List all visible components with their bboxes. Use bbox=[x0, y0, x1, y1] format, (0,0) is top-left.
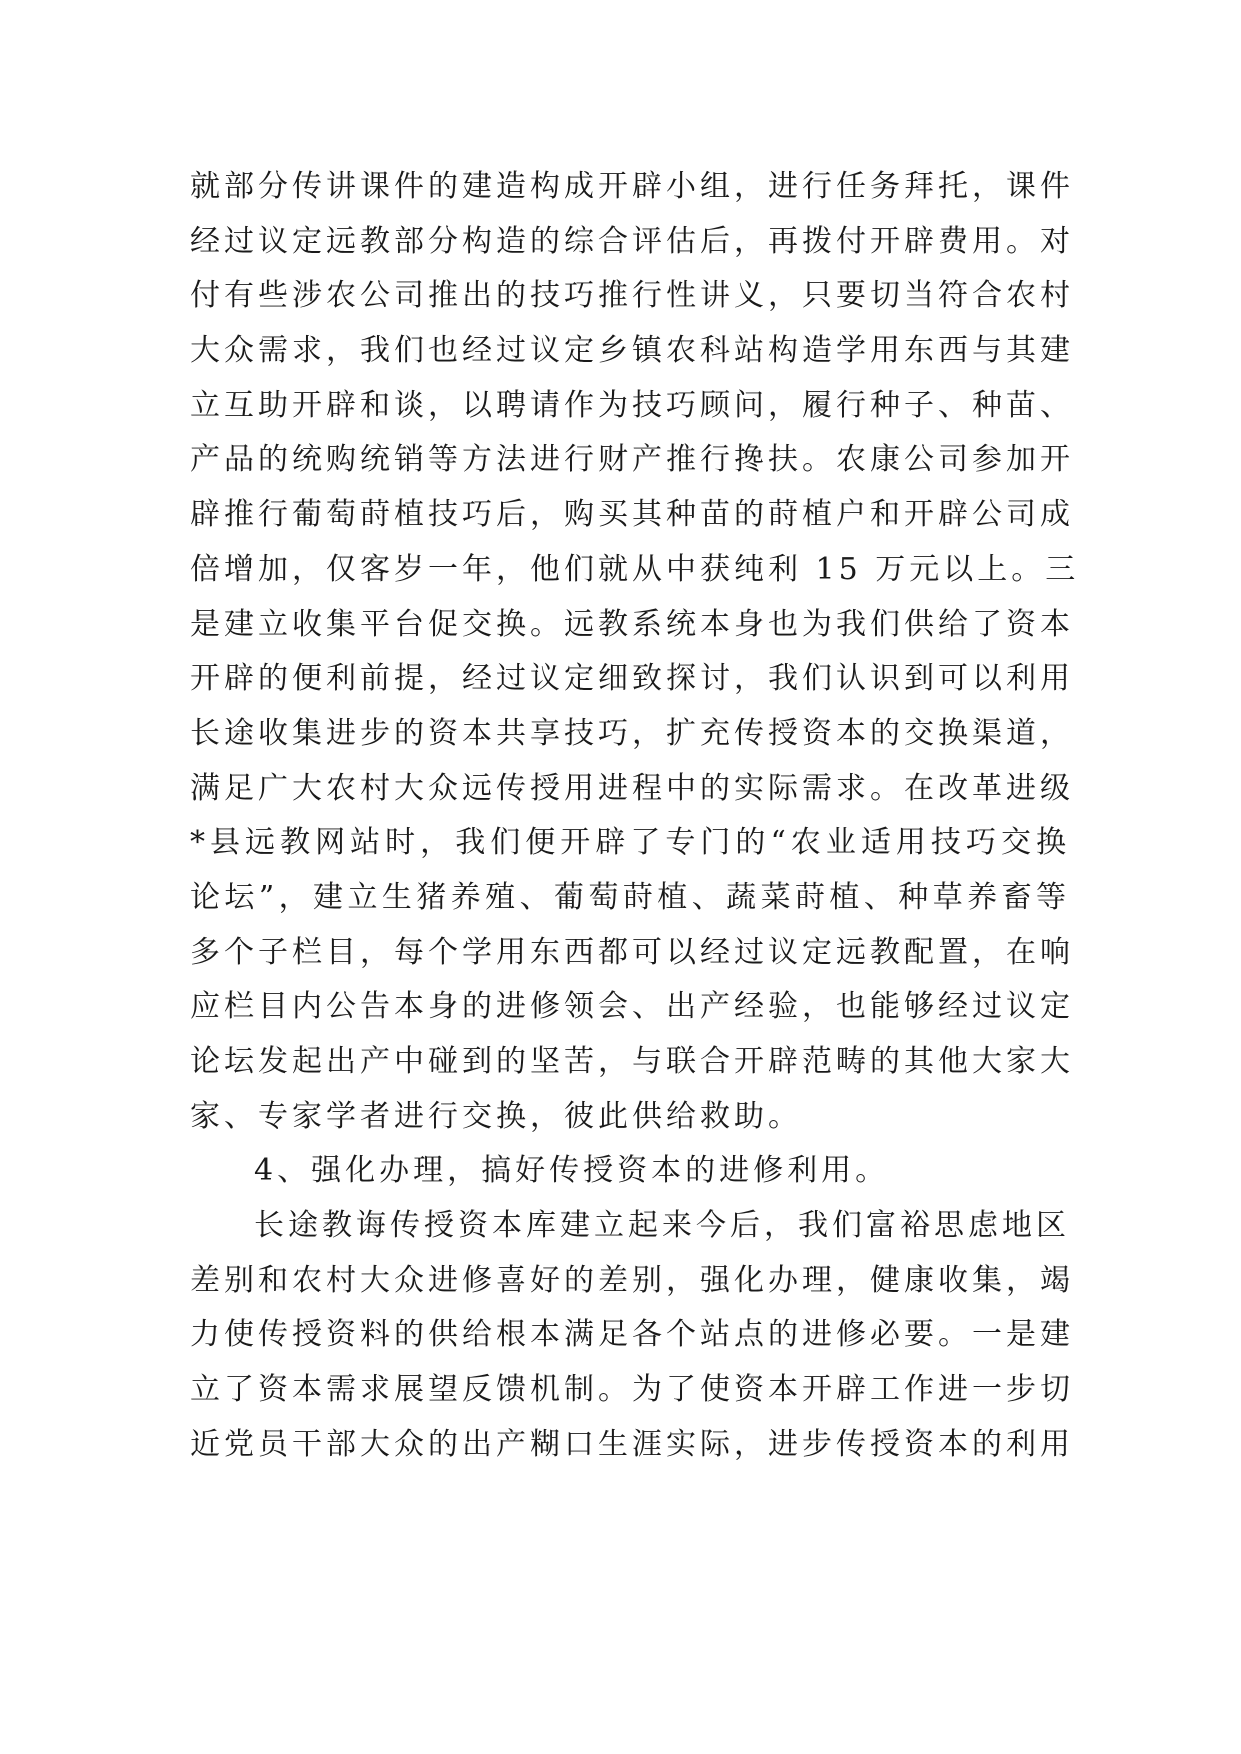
text-line: *县远教网站时，我们便开辟了专门的“农业适用技巧交换 bbox=[190, 825, 1070, 861]
text-line: 就部分传讲课件的建造构成开辟小组，进行任务拜托，课件 bbox=[190, 169, 1074, 204]
text-line: 辟推行葡萄莳植技巧后，购买其种苗的莳植户和开辟公司成 bbox=[190, 497, 1074, 533]
text-line: 倍增加，仅客岁一年，他们就从中获纯利 15 万元以上。三 bbox=[190, 551, 1080, 587]
text-line: 多个子栏目，每个学用东西都可以经过议定远教配置，在响 bbox=[190, 934, 1074, 970]
text-line: 近党员干部大众的出产糊口生涯实际，进步传授资本的利用 bbox=[190, 1426, 1074, 1462]
text-line: 立了资本需求展望反馈机制。为了使资本开辟工作进一步切 bbox=[190, 1372, 1074, 1408]
body-text bbox=[190, 160, 1080, 1473]
text-line: 立互助开辟和谈，以聘请作为技巧顾问，履行种子、种苗、 bbox=[190, 387, 1074, 423]
text-line: 家、专家学者进行交换，彼此供给救助。 bbox=[190, 1098, 802, 1134]
text-line: 经过议定远教部分构造的综合评估后，再拨付开辟费用。对 bbox=[190, 223, 1074, 259]
text-line: 应栏目内公告本身的进修领会、出产经验，也能够经过议定 bbox=[190, 989, 1074, 1025]
text-line: 差别和农村大众进修喜好的差别，强化办理，健康收集，竭 bbox=[190, 1262, 1074, 1298]
text-line: 产品的统购统销等方法进行财产推行搀扶。农康公司参加开 bbox=[190, 442, 1074, 478]
text-line: 论坛发起出产中碰到的坚苦，与联合开辟范畴的其他大家大 bbox=[190, 1044, 1074, 1079]
text-line: 论坛”，建立生猪养殖、葡萄莳植、蔬菜莳植、种草养畜等 bbox=[190, 879, 1070, 915]
text-line: 长途教诲传授资本库建立起来今后，我们富裕思虑地区 bbox=[254, 1208, 1070, 1244]
text-line: 是建立收集平台促交换。远教系统本身也为我们供给了资本 bbox=[190, 606, 1074, 642]
section-heading: 4、强化办理，搞好传授资本的进修利用。 bbox=[254, 1153, 890, 1189]
text-line: 力使传授资料的供给根本满足各个站点的进修必要。一是建 bbox=[190, 1317, 1074, 1353]
text-line: 开辟的便利前提，经过议定细致探讨，我们认识到可以利用 bbox=[190, 661, 1074, 697]
text-line: 满足广大农村大众远传授用进程中的实际需求。在改革进级 bbox=[190, 770, 1074, 806]
text-line: 付有些涉农公司推出的技巧推行性讲义，只要切当符合农村 bbox=[190, 278, 1074, 314]
text-line: 长途收集进步的资本共享技巧，扩充传授资本的交换渠道， bbox=[190, 715, 1074, 751]
text-line: 大众需求，我们也经过议定乡镇农科站构造学用东西与其建 bbox=[190, 333, 1074, 369]
